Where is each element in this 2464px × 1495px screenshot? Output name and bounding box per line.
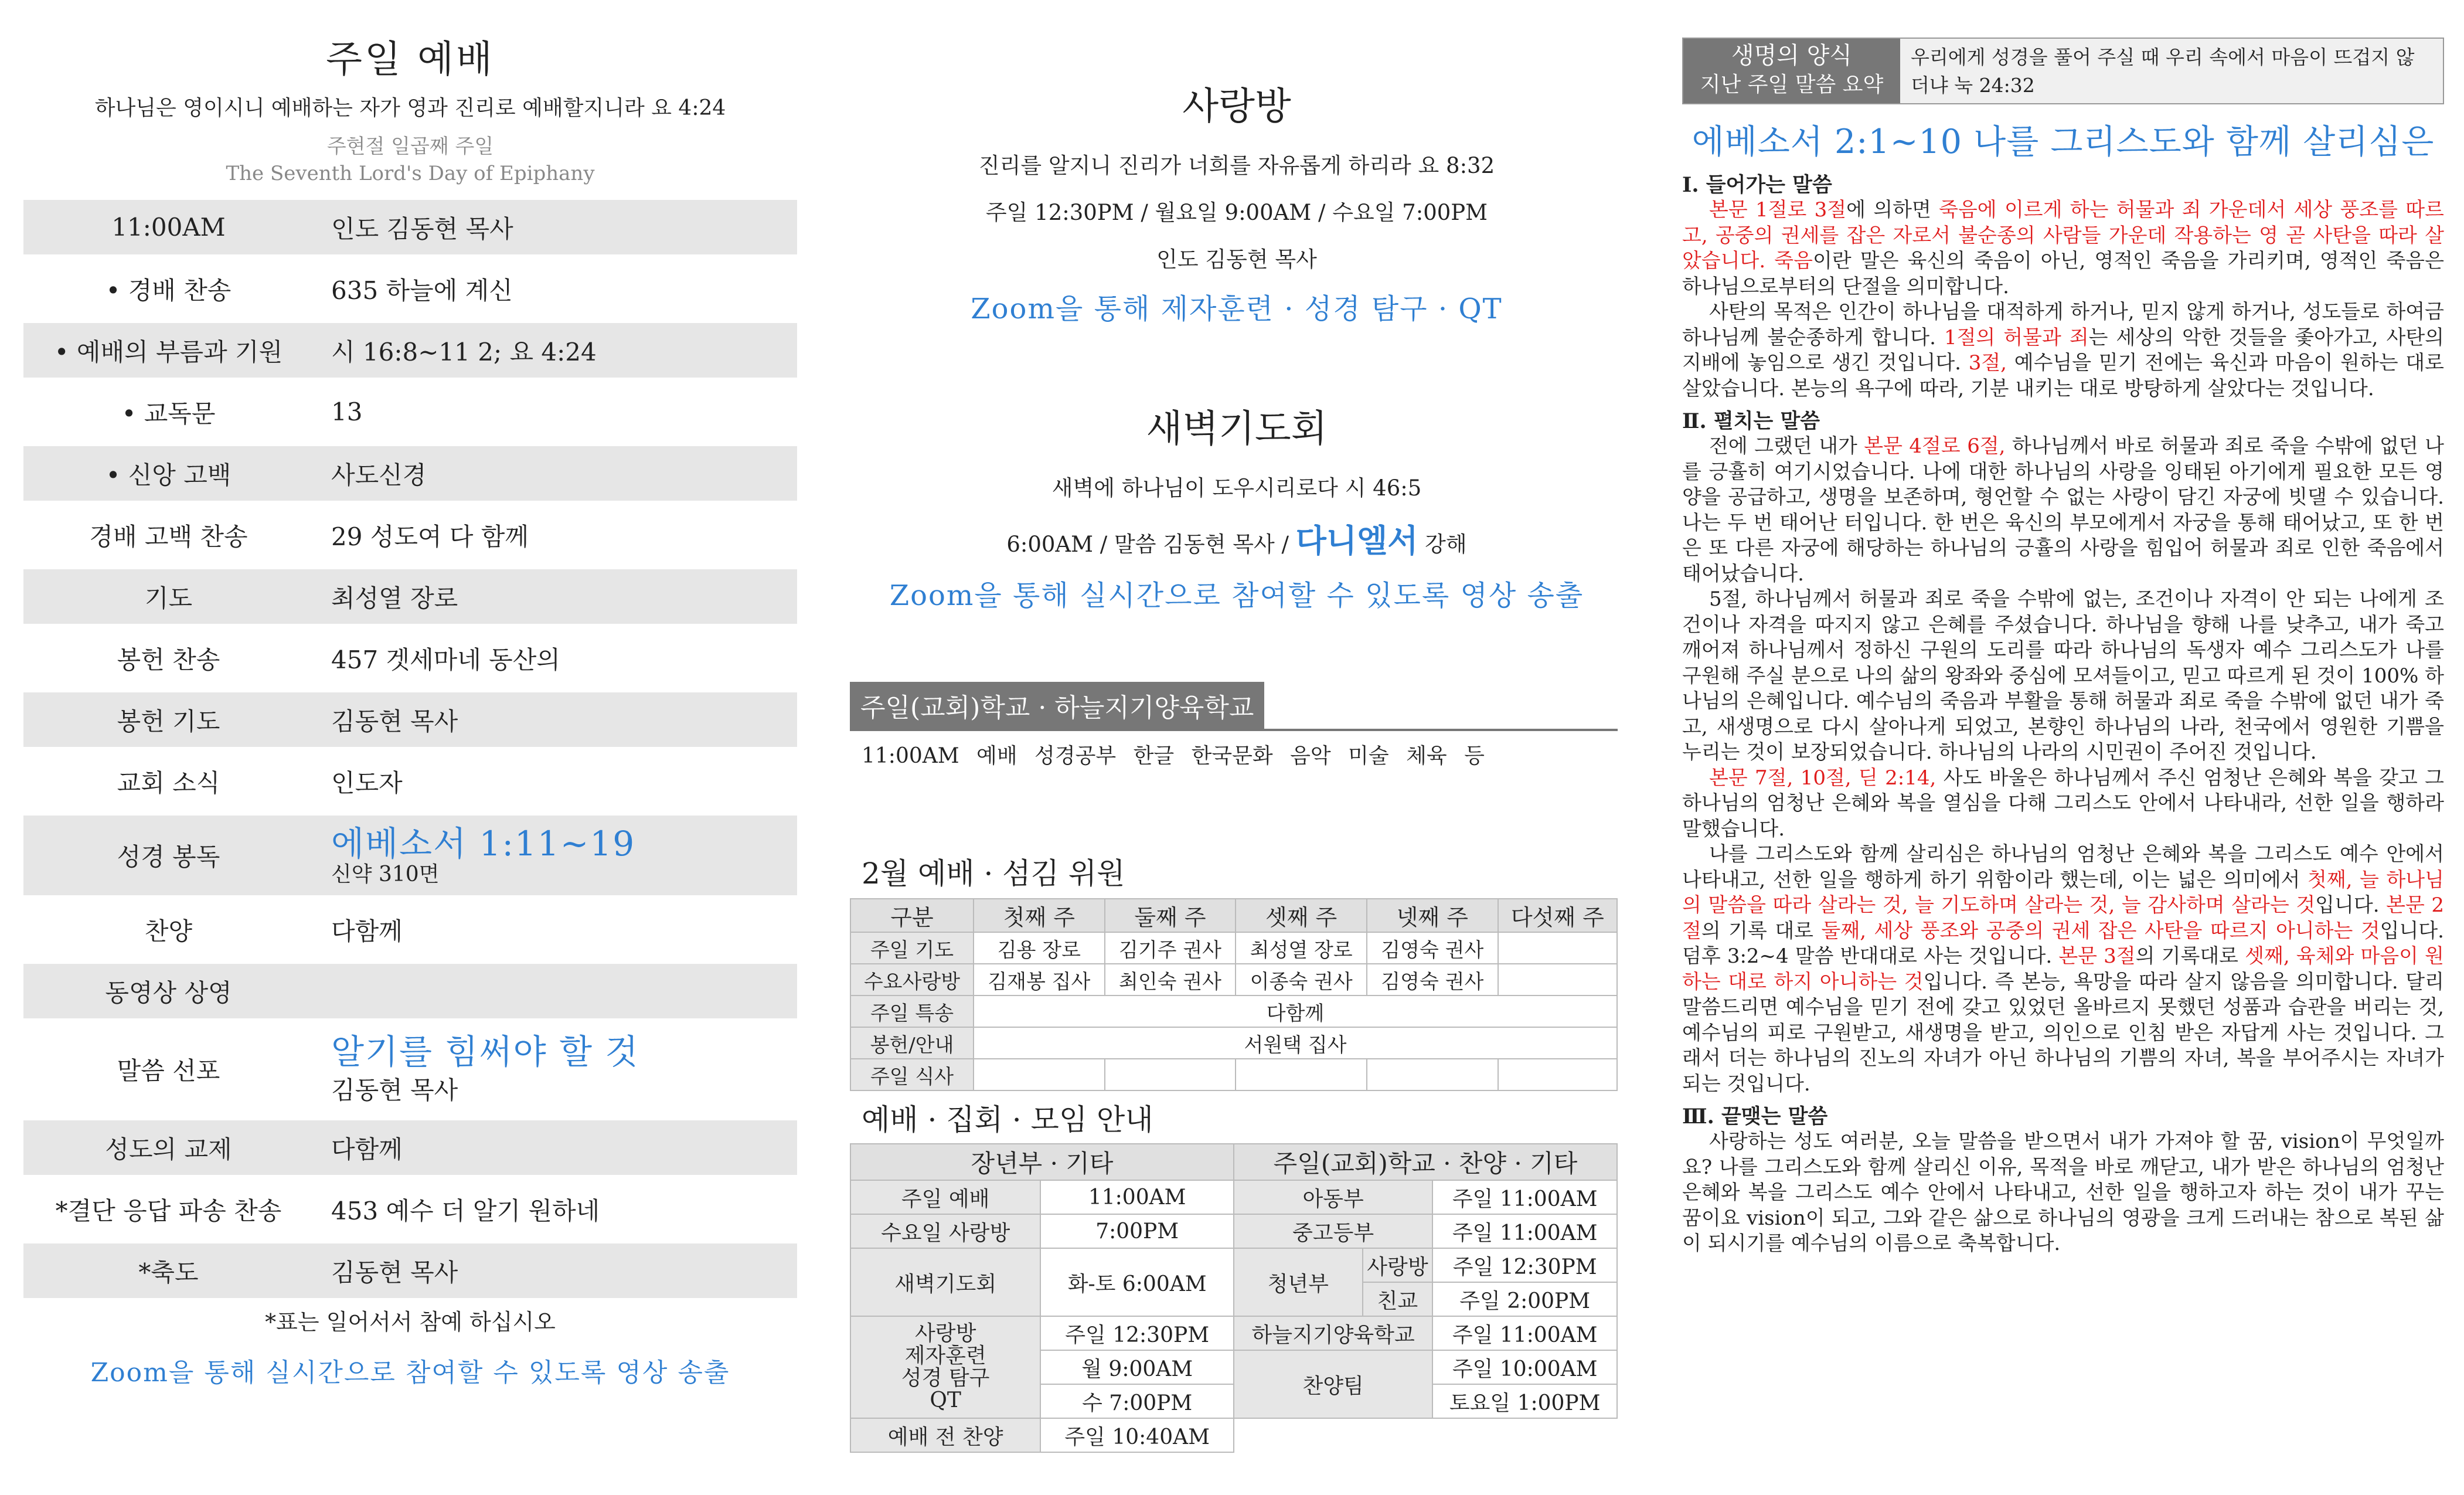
sermon-tag	[1683, 39, 1900, 103]
scripture-block	[314, 824, 797, 886]
schedule-cell: 주일 10:40AM	[1040, 1418, 1234, 1452]
order-value: 김동현 목사	[331, 706, 458, 736]
body-text: 사도 바울은 하나님께서 주신 엄청난 은혜와 복을 갖고 그 하나님의 엄청난 은혜와 복을 열심을 다해 그리스도 안에서 나타내라, 선한 일을 행하라 말했습니다.	[1682, 766, 2444, 841]
schedule-section	[850, 1096, 1618, 1453]
schedule-cell: 주일 11:00AM	[1432, 1316, 1617, 1350]
body-text: 의 기록 대로	[1701, 919, 1822, 943]
highlight-text: 3절,	[1968, 351, 2007, 375]
roster-header: 구분	[850, 899, 974, 932]
schedule-cell: 사랑방	[1363, 1248, 1433, 1282]
order-of-worship	[23, 200, 797, 1298]
body-text: 나를 그리스도와 함께 살리심은 하나님의 엄청난 은혜와 복을 그리스도 예수 안에서 나타내고, 선한 일을 행하게 하기 위함이라 했는데, 이는 넓은 의미에서	[1682, 842, 2444, 892]
season-english: The Seventh Lord's Day of Epiphany	[226, 162, 595, 185]
worship-column	[23, 18, 797, 1389]
sarang-section	[850, 76, 1624, 327]
schedule-cell: 하늘지기양육학교	[1234, 1316, 1432, 1350]
order-value: 13	[331, 397, 363, 426]
roster-row	[850, 932, 1617, 964]
dawn-verse: 새벽에 하나님이 도우시리로다 시 46:5	[1051, 475, 1422, 501]
order-row-sermon	[23, 1025, 797, 1113]
order-value: 최성열 장로	[331, 583, 458, 613]
dawn-zoom: Zoom을 통해 실시간으로 참여할 수 있도록 영상 송출	[889, 579, 1584, 612]
roster-row	[850, 1059, 1617, 1090]
season-korean: 주현절 일곱째 주일	[326, 135, 494, 158]
highlight-text: 1절의 허물과 죄	[1944, 325, 2089, 349]
section-heading: Ⅱ. 펼치는 말씀	[1682, 409, 1820, 433]
order-value: 453 예수 더 알기 원하네	[331, 1196, 600, 1225]
schedule-row	[850, 1248, 1617, 1282]
order-label: *결단 응답 파송 찬송	[55, 1196, 282, 1225]
body-text: 입니다.	[2315, 893, 2387, 917]
body-text: 전에 그랬던 내가	[1709, 434, 1864, 458]
roster-cell	[1498, 964, 1617, 995]
roster-cell: 주일 특송	[850, 995, 974, 1027]
order-label: 경배 고백 찬송	[89, 522, 248, 551]
schedule-row	[850, 1316, 1617, 1350]
schedule-cell: 토요일 1:00PM	[1432, 1384, 1617, 1418]
schedule-sarang-label: QT	[930, 1388, 961, 1412]
order-value: 다함께	[331, 916, 403, 946]
highlight-text: 첫째, 늘 하나님의 말씀을 따라 살라는 것, 늘 기도하며 살라는 것, 늘 감사하며 살라는 것	[1682, 868, 2444, 917]
highlight-text: 본문 3절	[2058, 944, 2136, 968]
dawn-book: 다니엘서	[1295, 522, 1418, 559]
schedule-cell: 주일 11:00AM	[1432, 1214, 1617, 1248]
roster-cell	[1367, 1059, 1498, 1090]
highlight-text: 본문 2절	[1682, 893, 2444, 943]
sermon-body	[1682, 172, 2444, 1257]
order-label: 말씀 선포	[117, 1056, 220, 1085]
schedule-right-header: 주일(교회)학교 · 찬양 · 기타	[1234, 1144, 1617, 1180]
dawn-line	[850, 516, 1624, 561]
order-value: 사도신경	[331, 460, 427, 490]
roster-cell: 다함께	[974, 995, 1617, 1027]
school-heading: 주일(교회)학교 · 하늘지기양육학교	[850, 682, 1264, 729]
standing-note: *표는 일어서서 참예 하십시오	[265, 1309, 556, 1335]
body-text: 의 기록대로	[2135, 944, 2245, 968]
schedule-sarang-label: 성경 탐구	[901, 1366, 990, 1390]
order-value: 635 하늘에 계신	[331, 276, 513, 305]
sermon-top-verse: 우리에게 성경을 풀어 주실 때 우리 속에서 마음이 뜨겁지 않더냐 눅 24:32	[1900, 39, 2443, 103]
order-label: 봉헌 찬송	[117, 645, 220, 674]
order-label: *축도	[138, 1258, 199, 1287]
schedule-cell: 청년부	[1234, 1248, 1363, 1316]
roster-cell: 서원택 집사	[974, 1027, 1617, 1059]
worship-verse: 하나님은 영이시니 예배하는 자가 영과 진리로 예배할지니라 요 4:24	[94, 96, 726, 120]
schedule-sarang-label: 사랑방	[915, 1321, 976, 1346]
order-label: 성도의 교제	[105, 1134, 232, 1164]
roster-header: 셋째 주	[1236, 899, 1367, 932]
roster-cell: 주일 기도	[850, 932, 974, 964]
schedule-row	[850, 1418, 1617, 1452]
roster-heading: 2월 예배 · 섬김 위원	[862, 857, 1125, 891]
order-label: 동영상 상영	[105, 978, 232, 1007]
order-row	[23, 1182, 797, 1236]
sermon-tag-title: 생명의 양식	[1731, 42, 1852, 69]
season-label	[23, 133, 797, 187]
schedule-table	[850, 1143, 1618, 1453]
highlight-text: 본문 7절, 10절, 딛 2:14,	[1709, 766, 1937, 790]
paragraph: 5절, 하나님께서 허물과 죄로 죽을 수밖에 없는, 조건이나 자격이 안 되는 나에게 조건이나 자격을 따지지 않고 은혜를 주셨습니다. 하나님을 향해 나를 낮추고, 내가 죽고 깨어져 하나님께서 정하신 구원의 도리를 따라 하나님의 독생자 예수 그리스도가 나를 구원해 주실 분으로 나의 삶의 왕좌와 중심에 모셔들이고, 믿고 따르게 된 것이 100% 하나님의 은혜입니다. 예수님의 죽음과 부활을 통해 허물과 죄로 죽을 수밖에 없던 내가 죽고, 새생명으로 다시 살아나게 되었고, 본향인 하나님의 나라, 천국에서 영원한 기쁨을 누리는 것이 보장되었습니다. 하나님의 나라의 시민권이 주어진 것입니다.	[1682, 587, 2444, 764]
schedule-header-row	[850, 1144, 1617, 1180]
order-row	[23, 385, 797, 439]
section-heading: Ⅰ. 들어가는 말씀	[1682, 173, 1832, 197]
order-label: 교회 소식	[117, 768, 220, 797]
order-row	[23, 1243, 797, 1298]
schedule-cell: 예배 전 찬양	[850, 1418, 1040, 1452]
roster-row	[850, 995, 1617, 1027]
roster-cell: 김영숙 권사	[1367, 964, 1498, 995]
body-text: 하나님께서 바로 허물과 죄로 죽을 수밖에 없던 나를 긍휼히 여기시었습니다. 나에 대한 하나님의 사랑을 잉태된 아기에게 필요한 모든 영양을 공급하고, 생명을 보존하며, 형언할 수 없는 사랑이 담긴 자궁에 빗댈 수 있습니다. 나는 두 번 태어난 터입니다. 한 번은 육신의 부모에게서 자궁을 통해 태어났고, 또 한 번은 또 다른 자궁에 해당하는 하나님의 긍휼의 사랑을 힘입어 허물과 죄로 인한 죽음에서 태어났습니다.	[1682, 434, 2444, 586]
section-heading: Ⅲ. 끝맺는 말씀	[1682, 1105, 1828, 1129]
highlight-text: 본문 4절로 6절,	[1864, 434, 2006, 458]
sermon-tag-subtitle: 지난 주일 말씀 요약	[1700, 73, 1884, 97]
roster-cell: 김영숙 권사	[1367, 932, 1498, 964]
roster-table	[850, 898, 1618, 1091]
schedule-cell: 화-토 6:00AM	[1040, 1248, 1234, 1316]
roster-header: 넷째 주	[1367, 899, 1498, 932]
order-row	[23, 261, 797, 316]
school-programs: 11:00AM 예배 성경공부 한글 한국문화 음악 미술 체육 등	[862, 744, 1485, 768]
school-rule	[850, 729, 1618, 731]
school-section	[850, 682, 1618, 769]
highlight-text: 셋째, 육체와 마음이 원하는 대로 하지 아니하는 것	[1682, 944, 2444, 994]
roster-cell: 김용 장로	[974, 932, 1105, 964]
roster-cell	[974, 1059, 1105, 1090]
order-value: 다함께	[331, 1134, 403, 1164]
order-value: 김동현 목사	[331, 1258, 458, 1287]
schedule-cell: 7:00PM	[1040, 1214, 1234, 1248]
schedule-cell: 주일 12:30PM	[1432, 1248, 1617, 1282]
roster-row	[850, 964, 1617, 995]
paragraph	[1682, 198, 2444, 300]
schedule-sarang-label: 제자훈련	[904, 1344, 986, 1368]
order-row	[23, 631, 797, 685]
schedule-cell: 친교	[1363, 1282, 1433, 1316]
schedule-heading: 예배 · 집회 · 모임 안내	[862, 1103, 1153, 1137]
roster-cell	[1236, 1059, 1367, 1090]
order-row	[23, 902, 797, 957]
roster-cell: 김기주 권사	[1105, 932, 1236, 964]
order-label: 성경 봉독	[117, 842, 220, 871]
order-row	[23, 323, 797, 378]
order-row	[23, 446, 797, 501]
schedule-left-header: 장년부 · 기타	[850, 1144, 1234, 1180]
sarang-times: 주일 12:30PM / 월요일 9:00AM / 수요일 7:00PM	[985, 200, 1488, 225]
roster-cell: 김재봉 집사	[974, 964, 1105, 995]
sermon-summary-title: 에베소서 2:1~10 나를 그리스도와 함께 살리심은	[1692, 123, 2435, 161]
order-row	[23, 200, 797, 254]
order-row	[23, 508, 797, 562]
roster-row	[850, 1027, 1617, 1059]
body-text: 사탄의 목적은 인간이 하나님을 대적하게 하거나, 믿지 않게 하거나, 성도들로 하여금 하나님께 불순종하게 합니다.	[1682, 300, 2444, 349]
schedule-cell: 중고등부	[1234, 1214, 1432, 1248]
schedule-cell: 주일 예배	[850, 1180, 1040, 1214]
roster-cell: 최성열 장로	[1236, 932, 1367, 964]
schedule-empty	[1234, 1418, 1617, 1452]
schedule-row	[850, 1180, 1617, 1214]
order-row	[23, 569, 797, 624]
roster-section	[850, 850, 1618, 1091]
sermon-preacher: 김동현 목사	[331, 1076, 458, 1105]
dawn-line-pre: 6:00AM / 말씀 김동현 목사 /	[1006, 532, 1296, 557]
order-value: 29 성도여 다 함께	[331, 522, 529, 551]
roster-cell: 봉헌/안내	[850, 1027, 974, 1059]
highlight-text: 둘째, 세상 풍조와 공중의 권세 잡은 사탄을 따르지 아니하는 것	[1821, 919, 2380, 943]
schedule-cell: 찬양팀	[1234, 1350, 1432, 1418]
scripture-page: 신약 310면	[331, 862, 440, 886]
order-label: 봉헌 기도	[117, 706, 220, 736]
roster-header: 첫째 주	[974, 899, 1105, 932]
sermon-header-box	[1682, 38, 2444, 104]
schedule-cell: 새벽기도회	[850, 1248, 1040, 1316]
paragraph	[1682, 434, 2444, 587]
body-text: 에 의하면	[1846, 198, 1939, 222]
schedule-cell-sarang	[850, 1316, 1040, 1418]
order-row	[23, 754, 797, 808]
paragraph	[1682, 766, 2444, 842]
highlight-text: 본문 1절로 3절	[1709, 198, 1847, 222]
schedule-cell: 아동부	[1234, 1180, 1432, 1214]
schedule-cell: 주일 12:30PM	[1040, 1316, 1234, 1350]
schedule-cell: 수 7:00PM	[1040, 1384, 1234, 1418]
dawn-line-post: 강해	[1418, 532, 1467, 557]
order-row	[23, 1120, 797, 1175]
order-label: • 교독문	[121, 399, 216, 428]
highlight-text: 죽음에 이르게 하는 허물과 죄 가운데서 세상 풍조를 따르고, 공중의 권세를 잡은 자로서 불순종의 사람들 가운데 작용하는 영 곧 사탄을 따라 살았습니다. 죽음	[1682, 198, 2444, 273]
body-text: 예수님을 믿기 전에는 육신과 마음이 원하는 대로 살았습니다. 본능의 욕구에 따라, 기분 내키는 대로 방탕하게 살았다는 것입니다.	[1682, 351, 2444, 400]
roster-cell: 수요사랑방	[850, 964, 974, 995]
sermon-summary-column	[1682, 38, 2444, 1257]
order-value: 인도자	[331, 768, 403, 797]
roster-header: 다섯째 주	[1498, 899, 1617, 932]
schedule-cell: 주일 2:00PM	[1432, 1282, 1617, 1316]
sarang-zoom: Zoom을 통해 제자훈련 · 성경 탐구 · QT	[971, 293, 1503, 325]
sarang-leader: 인도 김동현 목사	[1156, 247, 1317, 272]
order-value: 457 겟세마네 동산의	[331, 645, 560, 674]
order-value: 인도 김동현 목사	[331, 214, 513, 243]
roster-cell	[1105, 1059, 1236, 1090]
order-row-scripture	[23, 816, 797, 895]
order-label: 11:00AM	[111, 213, 226, 242]
roster-cell: 주일 식사	[850, 1059, 974, 1090]
order-label: • 경배 찬송	[105, 276, 232, 305]
order-row	[23, 964, 797, 1018]
roster-cell	[1498, 1059, 1617, 1090]
sermon-title: 알기를 힘써야 할 것	[331, 1032, 639, 1072]
roster-header: 둘째 주	[1105, 899, 1236, 932]
body-text: 이란 말은 육신의 죽음이 아닌, 영적인 죽음을 가리키며, 영적인 죽음은 하나님으로부터의 단절을 의미합니다.	[1682, 249, 2444, 298]
schedule-cell: 월 9:00AM	[1040, 1350, 1234, 1384]
sarang-title: 사랑방	[1182, 85, 1291, 128]
roster-header-row	[850, 899, 1617, 932]
order-label: 찬양	[144, 916, 193, 946]
order-label: • 신앙 고백	[105, 460, 232, 490]
schedule-cell: 주일 10:00AM	[1432, 1350, 1617, 1384]
order-value: 시 16:8~11 2; 요 4:24	[331, 337, 597, 366]
body-text: 입니다. 즉 본능, 욕망을 따라 살지 않음을 의미합니다. 달리 말씀드리면 예수님을 믿기 전에 갖고 있었던 올바르지 못했던 성품과 습관을 버리는 것, 예수님의 피로 구원받고, 새생명을 받고, 의인으로 인침 받은 자답게 사는 것입니다. 그래서 더는 하나님의 진노의 자녀가 아닌 하나님의 기쁨의 자녀, 복을 부어주시는 자녀가 되는 것입니다.	[1682, 970, 2444, 1096]
schedule-cell: 11:00AM	[1040, 1180, 1234, 1214]
sermon-block	[314, 1032, 797, 1106]
worship-title: 주일 예배	[326, 38, 495, 81]
dawn-section	[850, 399, 1624, 613]
order-label: • 예배의 부름과 기원	[54, 337, 283, 366]
scripture-reference: 에베소서 1:11~19	[331, 824, 636, 864]
zoom-notice: Zoom을 통해 실시간으로 참여할 수 있도록 영상 송출	[90, 1358, 730, 1388]
roster-cell: 이종숙 권사	[1236, 964, 1367, 995]
order-label: 기도	[144, 583, 193, 613]
order-row	[23, 692, 797, 747]
body-text: 입니다. 덤후 3:2~4 말씀 반대대로 사는 것입니다.	[1682, 919, 2444, 968]
paragraph: 사랑하는 성도 여러분, 오늘 말씀을 받으면서 내가 가져야 할 꿈, vision이 무엇일까요? 나를 그리스도와 함께 살리신 이유, 목적을 바로 깨닫고, 내가 받은 하나님의 엄청난 은혜와 복을 그리스도 예수 안에서 나타내고, 선한 일을 행하고자 하는 것이 내가 꾸는 꿈이요 vision이 되고, 그와 같은 삶으로 하나님의 영광을 크게 드러내는 참으로 복된 삶이 되시기를 예수님의 이름으로 축복합니다.	[1682, 1130, 2444, 1255]
roster-cell: 최인숙 권사	[1105, 964, 1236, 995]
schedule-cell: 수요일 사랑방	[850, 1214, 1040, 1248]
sarang-verse: 진리를 알지니 진리가 너희를 자유롭게 하리라 요 8:32	[978, 153, 1495, 178]
paragraph	[1682, 842, 2444, 1097]
body-text: 는 세상의 악한 것들을 좇아가고, 사탄의 지배에 놓임으로 생긴 것입니다.	[1682, 325, 2445, 375]
dawn-title: 새벽기도회	[1146, 407, 1328, 451]
schedule-cell: 주일 11:00AM	[1432, 1180, 1617, 1214]
paragraph	[1682, 300, 2444, 402]
schedule-row	[850, 1214, 1617, 1248]
roster-cell	[1498, 932, 1617, 964]
